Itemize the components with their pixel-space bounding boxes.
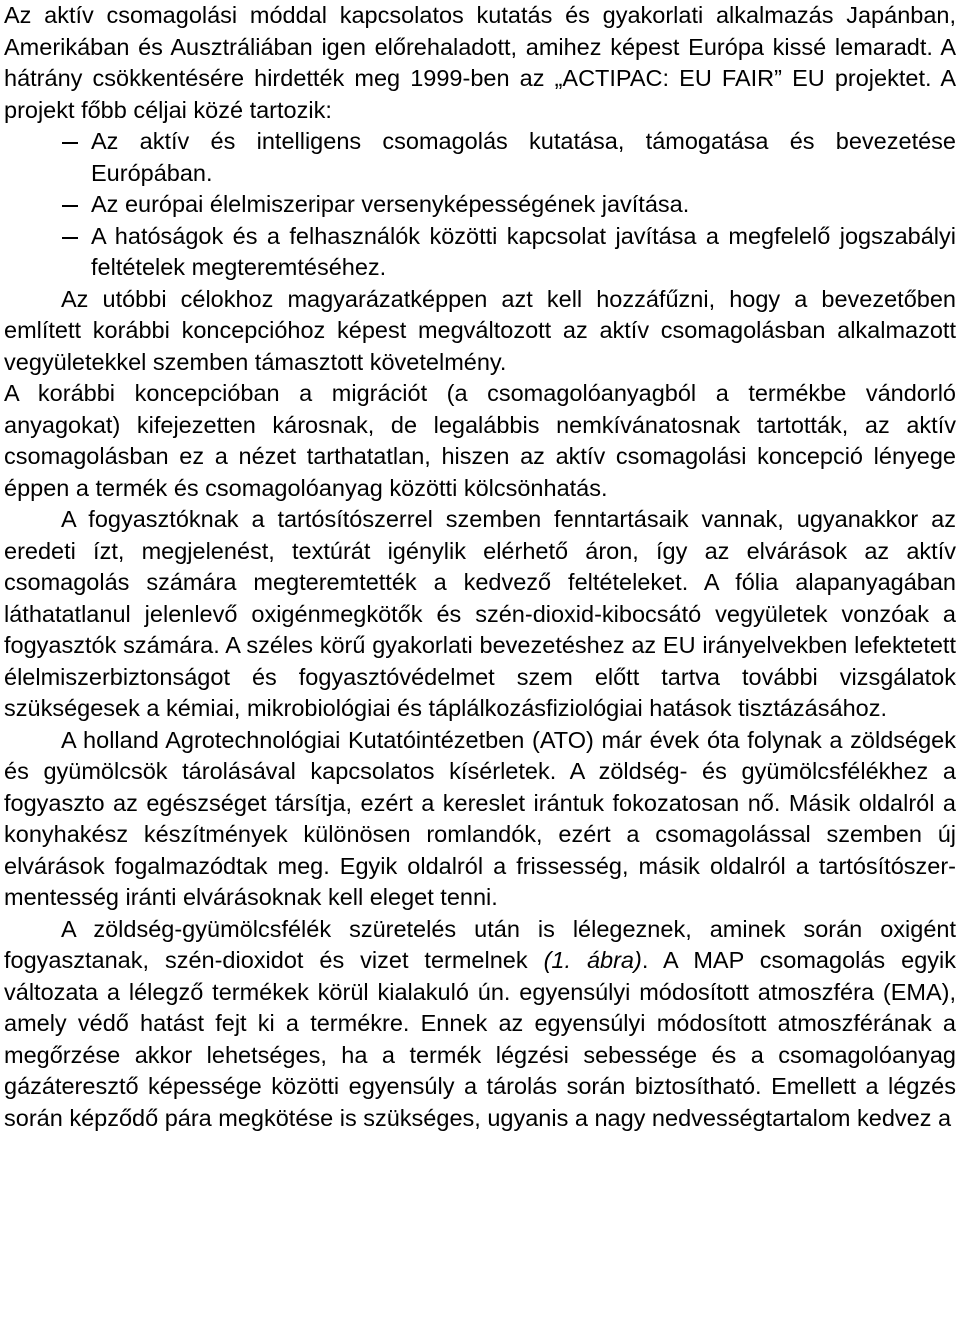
figure-reference: (1. ábra) [543, 947, 642, 973]
list-item [0, 189, 960, 221]
ato-paragraph: A holland Agrotechnológiai Kutatóintézetben (ATO) már évek óta folynak a zöldségek és gyümölcsök tárolásával kapcsolatos kísérletek. A zöldség- és gyümölcsfélékhez a fogyaszto az egészséget társítja, ezért a kereslet irántuk fokozatosan nő. Másik oldalról a konyhakész készítmények különösen romlandók, ezért a csomagolással szemben új elvárások fogalmazódtak meg. Egyik oldalról a frissesség, másik oldalról a tartósítószer-mentesség iránti elvárásoknak kell eleget tenni. [4, 726, 956, 910]
breathing-text-start: A zöldség-gyümölcsfélék szüretelés után is lélegeznek, aminek során oxigént fogyasztanak, szén-dioxidot és vizet termelnek [4, 915, 956, 973]
dash-bullet-icon [62, 142, 78, 144]
migration-paragraph: A korábbi koncepcióban a migrációt (a csomagolóanyagból a termékbe vándorló anyagokat) kifejezetten károsnak, de legalábbis nemkívánatosnak tartották, az aktív csomagolásban ez a nézet tarthatatlan, hiszen az aktív csomagolási koncepció lényege éppen a termék és csomagolóanyag közötti kölcsönhatás. [4, 380, 956, 501]
dash-bullet-icon [62, 205, 78, 207]
goal-text: A hatóságok és a felhasználók közötti kapcsolat javítása a megfelelő jogszabályi feltételek megteremtéséhez. [91, 222, 956, 280]
consumers-paragraph: A fogyasztóknak a tartósítószerrel szemben fenntartásaik vannak, ugyanakkor az eredeti ízt, megjelenést, textúrát igénylik elérhető áron, így az elvárások az aktív csomagolás számára megteremtették a kedvező feltételeket. A fólia alapanyagában láthatatlanul jelenlevő oxigénmegkötők és szén-dioxid-kibocsátó vegyületek vonzóak a fogyasztók számára. A széles körű gyakorlati bevezetéshez az EU irányelvekben lefektetett élelmiszerbiztonságot és fogyasztóvédelmet szem előtt tartva további vizsgálatok szükségesek a kémiai, mikrobiológiai és táplálkozásfiziológiai hatások tisztázásához. [4, 506, 956, 721]
dash-bullet-icon [62, 237, 78, 239]
intro-paragraph: Az aktív csomagolási móddal kapcsolatos kutatás és gyakorlati alkalmazás Japánban, Amerikában és Ausztráliában igen előrehaladott, amihez képest Európa kissé lemaradt. A hátrány csökkentésére hirdették meg 1999-ben az „ACTIPAC: EU FAIR” EU projektet. A projekt főbb céljai közé tartozik: [4, 2, 956, 123]
goals-list [0, 126, 960, 284]
breathing-text-end: . A MAP csomagolás egyik változata a lélegző termékek körül kialakuló ún. egyensúlyi módosított atmoszféra (EMA), amely védő hatást fejt ki a termékre. Ennek az egyensúlyi módosított atmoszférának a megőrzése akkor lehetséges, ha a termék légzési sebessége és a csomagolóanyag gázáteresztő képessége közötti egyensúly a tárolás során biztosítható. Emellett a légzés során képződő pára megkötése is szükséges, ugyanis a nagy nedvességtartalom kedvez a [4, 947, 956, 1131]
explain-paragraph: Az utóbbi célokhoz magyarázatképpen azt kell hozzáfűzni, hogy a bevezetőben említett korábbi koncepcióhoz képest megváltozott az aktív csomagolásban alkalmazott vegyületekkel szemben támasztott követelmény. [4, 285, 956, 375]
breathing-paragraph [0, 914, 960, 1135]
list-item [0, 221, 960, 284]
goal-text: Az európai élelmiszeripar versenyképességének javítása. [91, 191, 690, 217]
goal-text: Az aktív és intelligens csomagolás kutatása, támogatása és bevezetése Európában. [91, 128, 956, 186]
list-item [0, 126, 960, 189]
